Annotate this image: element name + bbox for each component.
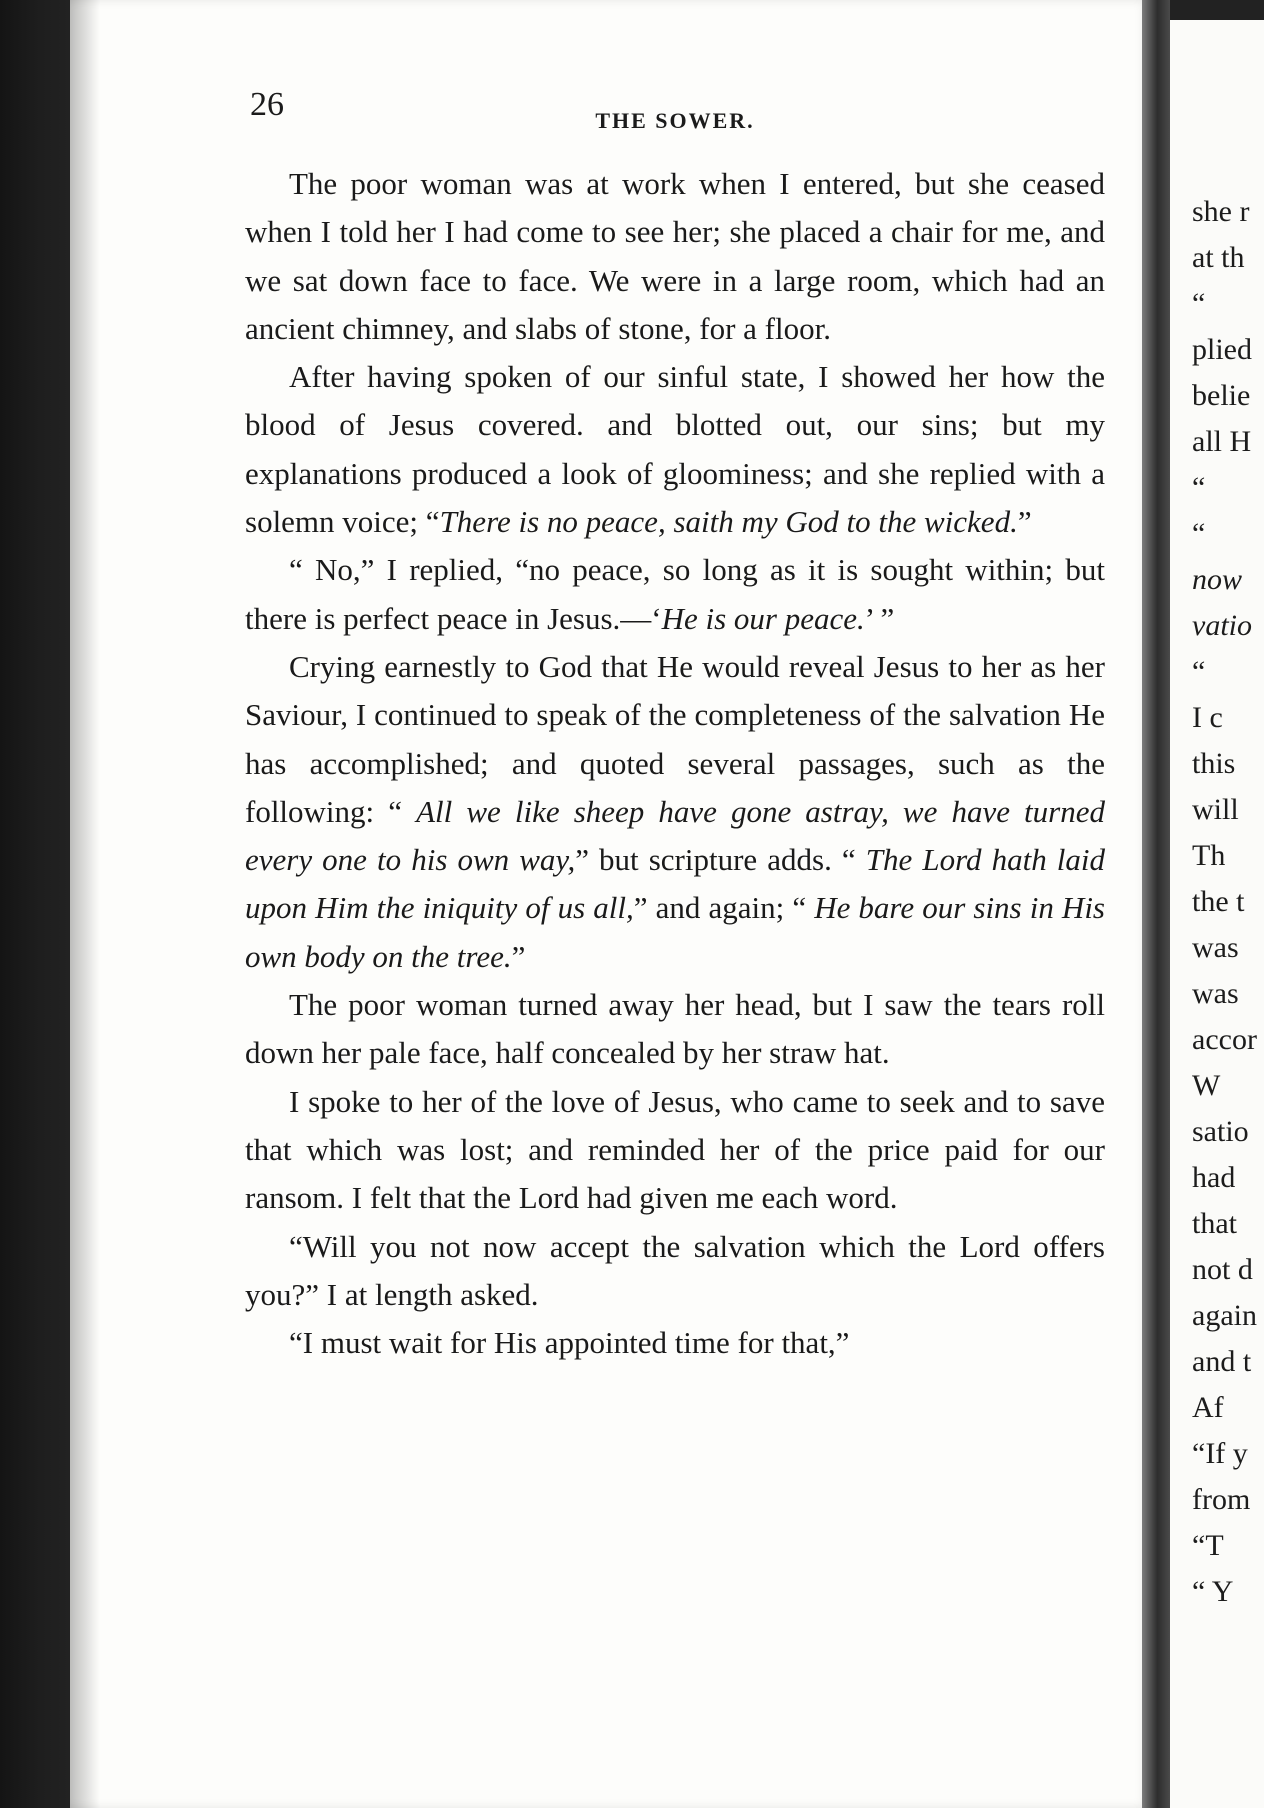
running-head: THE SOWER. <box>595 108 755 133</box>
right-page-line: not d <box>1192 1253 1253 1286</box>
paragraph <box>245 1078 1105 1223</box>
right-page-line: Af <box>1192 1391 1224 1424</box>
right-page-line: this <box>1192 747 1236 780</box>
text-run: Crying earnestly to God that He would reveal Jesus to her as her Saviour, I continued to speak of the completeness of the salvation He has accomplished; and quoted several passages, such as the following: “ <box>245 648 1105 829</box>
text-run: “ No,” I replied, “no peace, so long as it is sought within; but there is perfect peace in Jesus.—‘ <box>245 552 1105 636</box>
right-page-line: satio <box>1192 1115 1249 1148</box>
right-page-line: I c <box>1192 701 1223 734</box>
right-page-line: again <box>1192 1299 1257 1332</box>
right-page-line: had <box>1192 1161 1236 1194</box>
page-number: 26 <box>250 86 284 123</box>
text-run: ’ ” <box>864 600 895 636</box>
right-page-line: “ <box>1192 655 1206 688</box>
italic-quote: He is our peace. <box>661 600 865 636</box>
paragraph <box>245 1223 1105 1320</box>
paragraph <box>245 160 1105 353</box>
text-run: After having spoken of our sinful state, I showed her how the blood of Jesus covered. and blotted out, our sins; but my explanations produced a look of gloominess; and she replied with a solemn voice; “ <box>245 359 1105 540</box>
italic-quote: He bare our sins in His own body on the tree. <box>245 890 1105 974</box>
text-run: The poor woman was at work when I entered, but she ceased when I told her I had come to see her; she placed a chair for me, and we sat down face to face. We were in a large room, which had an ancient chimney, and slabs of stone, for a floor. <box>245 166 1105 346</box>
right-page-line: and t <box>1192 1345 1252 1378</box>
paragraph <box>245 546 1105 643</box>
right-page-line: “ <box>1192 471 1206 504</box>
right-page-line: vatio <box>1192 609 1252 642</box>
right-page-line: Th <box>1192 839 1226 872</box>
text-run: ” <box>1017 504 1032 540</box>
text-run: “Will you not now accept the salvation which the Lord offers you?” I at length asked. <box>245 1228 1105 1312</box>
right-page-line: “T <box>1192 1529 1224 1562</box>
paragraph <box>245 643 1105 981</box>
body-text <box>245 160 1105 1367</box>
right-page-line: W <box>1192 1069 1221 1102</box>
italic-quote: All we like sheep have gone astray, we have turned every one to his own way, <box>245 793 1105 878</box>
right-page-line: at th <box>1192 241 1245 274</box>
italic-quote: There is no peace, saith my God to the wicked. <box>439 504 1018 540</box>
right-page-line: plied <box>1192 333 1252 366</box>
right-page-line: was <box>1192 931 1239 964</box>
right-page-line: she r <box>1192 195 1250 228</box>
right-page-line: that <box>1192 1207 1237 1240</box>
right-page-line: was <box>1192 977 1239 1010</box>
right-page-line: “ Y <box>1192 1575 1234 1608</box>
text-run: ” <box>511 938 526 974</box>
text-run: ” but scripture adds. “ <box>575 842 866 878</box>
right-page-line: belie <box>1192 379 1251 412</box>
italic-quote: The Lord hath laid upon Him the iniquity of us all, <box>245 842 1105 926</box>
text-run: I spoke to her of the love of Jesus, who came to seek and to save that which was lost; and reminded her of the price paid for our ransom. I felt that the Lord had given me each word. <box>245 1083 1105 1216</box>
text-run: “I must wait for His appointed time for that,” <box>289 1325 850 1361</box>
right-page-line: the t <box>1192 885 1245 918</box>
right-page-line: from <box>1192 1483 1251 1516</box>
paragraph <box>245 1319 1105 1367</box>
paragraph <box>245 981 1105 1078</box>
right-page-line: all H <box>1192 425 1252 458</box>
right-page-line: “ <box>1192 287 1206 320</box>
right-page-line: “If y <box>1192 1437 1248 1470</box>
right-page-partial <box>1170 20 1264 1808</box>
right-page-line: “ <box>1192 517 1206 550</box>
page-edge-shadow <box>70 0 100 1808</box>
text-run: The poor woman turned away her head, but I saw the tears roll down her pale face, half concealed by her straw hat. <box>245 987 1105 1071</box>
text-run: ” and again; “ <box>633 890 815 926</box>
right-page-line: will <box>1192 793 1239 826</box>
right-page-line: accor <box>1192 1023 1257 1056</box>
paragraph <box>245 353 1105 546</box>
book-gutter <box>1142 0 1170 1808</box>
right-page-line: now <box>1192 563 1243 596</box>
